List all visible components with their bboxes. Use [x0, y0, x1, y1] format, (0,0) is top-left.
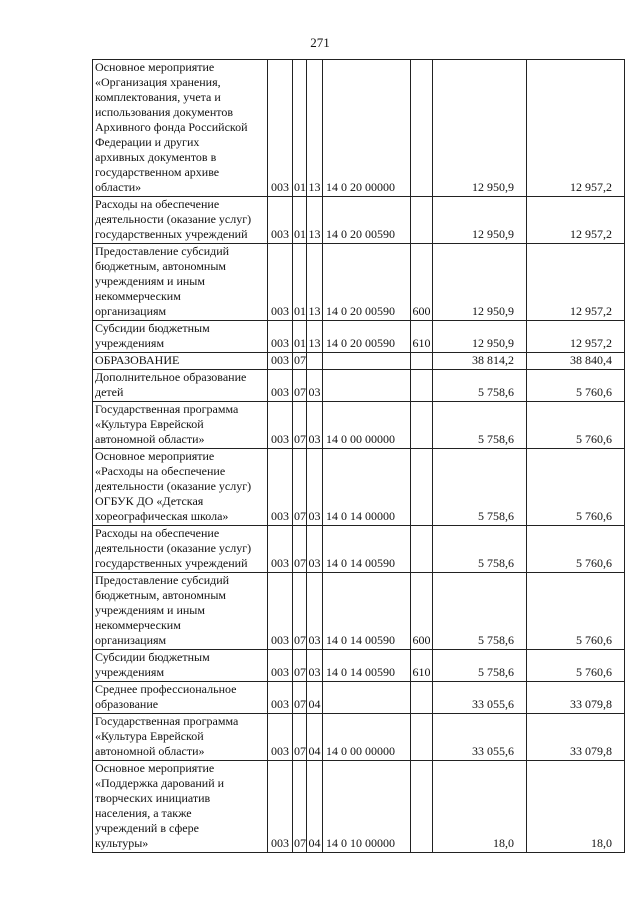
expense-type-cell: [411, 402, 433, 449]
section-code-cell: 07: [293, 526, 307, 573]
subsection-code-cell: 04: [307, 714, 323, 761]
section-code-cell: 01: [293, 244, 307, 321]
section-code-cell: 07: [293, 761, 307, 853]
table-row: [93, 402, 625, 449]
row-name-cell: Основное мероприятие «Поддержка дарований и творческих инициатив населения, а также учреждений в сфере культуры»: [93, 761, 268, 853]
amount-year1-cell: 12 950,9: [433, 321, 527, 353]
ved-code-cell: 003: [268, 526, 293, 573]
section-code-cell: 07: [293, 650, 307, 682]
section-code-cell: 07: [293, 682, 307, 714]
row-name-cell: Дополнительное образование детей: [93, 370, 268, 402]
target-article-cell: 14 0 14 00590: [323, 573, 411, 650]
amount-year2-cell: 33 079,8: [527, 682, 625, 714]
table-row: [93, 573, 625, 650]
expense-type-cell: [411, 682, 433, 714]
amount-year2-cell: 5 760,6: [527, 573, 625, 650]
ved-code-cell: 003: [268, 402, 293, 449]
row-name-cell: Субсидии бюджетным учреждениям: [93, 321, 268, 353]
amount-year1-cell: 33 055,6: [433, 714, 527, 761]
expense-type-cell: 610: [411, 321, 433, 353]
subsection-code-cell: 03: [307, 526, 323, 573]
row-name-cell: Основное мероприятие «Расходы на обеспечение деятельности (оказание услуг) ОГБУК ДО «Детская хореографическая школа»: [93, 449, 268, 526]
row-name-cell: Субсидии бюджетным учреждениям: [93, 650, 268, 682]
amount-year1-cell: 5 758,6: [433, 449, 527, 526]
expense-type-cell: [411, 370, 433, 402]
expense-type-cell: [411, 714, 433, 761]
row-name-cell: Государственная программа «Культура Еврейской автономной области»: [93, 714, 268, 761]
subsection-code-cell: 13: [307, 244, 323, 321]
row-name-cell: Расходы на обеспечение деятельности (оказание услуг) государственных учреждений: [93, 197, 268, 244]
section-code-cell: 07: [293, 573, 307, 650]
amount-year2-cell: 18,0: [527, 761, 625, 853]
amount-year2-cell: 5 760,6: [527, 449, 625, 526]
amount-year1-cell: 5 758,6: [433, 370, 527, 402]
ved-code-cell: 003: [268, 650, 293, 682]
page-number: 271: [310, 35, 330, 50]
amount-year1-cell: 12 950,9: [433, 60, 527, 197]
target-article-cell: 14 0 14 00590: [323, 526, 411, 573]
subsection-code-cell: 03: [307, 402, 323, 449]
ved-code-cell: 003: [268, 197, 293, 244]
ved-code-cell: 003: [268, 353, 293, 370]
ved-code-cell: 003: [268, 449, 293, 526]
amount-year1-cell: 18,0: [433, 761, 527, 853]
subsection-code-cell: 13: [307, 197, 323, 244]
table-row: [93, 197, 625, 244]
amount-year1-cell: 33 055,6: [433, 682, 527, 714]
expense-type-cell: [411, 353, 433, 370]
expense-type-cell: 600: [411, 244, 433, 321]
table-row: [93, 714, 625, 761]
row-name-cell: Среднее профессиональное образование: [93, 682, 268, 714]
section-code-cell: 07: [293, 370, 307, 402]
table-row: [93, 761, 625, 853]
subsection-code-cell: 03: [307, 370, 323, 402]
table-row: [93, 526, 625, 573]
section-code-cell: 01: [293, 197, 307, 244]
row-name-cell: Расходы на обеспечение деятельности (оказание услуг) государственных учреждений: [93, 526, 268, 573]
target-article-cell: 14 0 20 00590: [323, 244, 411, 321]
amount-year2-cell: 33 079,8: [527, 714, 625, 761]
table-row: [93, 449, 625, 526]
amount-year2-cell: 12 957,2: [527, 197, 625, 244]
target-article-cell: [323, 370, 411, 402]
amount-year1-cell: 12 950,9: [433, 244, 527, 321]
expense-type-cell: [411, 526, 433, 573]
table-row: [93, 321, 625, 353]
subsection-code-cell: 03: [307, 449, 323, 526]
table-row: [93, 244, 625, 321]
subsection-code-cell: [307, 353, 323, 370]
expense-type-cell: [411, 449, 433, 526]
amount-year2-cell: 12 957,2: [527, 60, 625, 197]
section-code-cell: 01: [293, 60, 307, 197]
target-article-cell: 14 0 00 00000: [323, 714, 411, 761]
ved-code-cell: 003: [268, 682, 293, 714]
target-article-cell: 14 0 20 00590: [323, 197, 411, 244]
ved-code-cell: 003: [268, 60, 293, 197]
table-body: [93, 60, 625, 853]
amount-year2-cell: 5 760,6: [527, 650, 625, 682]
section-code-cell: 01: [293, 321, 307, 353]
table-row: [93, 353, 625, 370]
target-article-cell: [323, 682, 411, 714]
section-code-cell: 07: [293, 714, 307, 761]
amount-year2-cell: 5 760,6: [527, 402, 625, 449]
expense-type-cell: [411, 60, 433, 197]
amount-year2-cell: 12 957,2: [527, 244, 625, 321]
ved-code-cell: 003: [268, 761, 293, 853]
ved-code-cell: 003: [268, 573, 293, 650]
ved-code-cell: 003: [268, 321, 293, 353]
amount-year1-cell: 38 814,2: [433, 353, 527, 370]
target-article-cell: 14 0 10 00000: [323, 761, 411, 853]
target-article-cell: 14 0 14 00590: [323, 650, 411, 682]
amount-year1-cell: 5 758,6: [433, 526, 527, 573]
subsection-code-cell: 04: [307, 761, 323, 853]
ved-code-cell: 003: [268, 370, 293, 402]
amount-year2-cell: 12 957,2: [527, 321, 625, 353]
amount-year1-cell: 5 758,6: [433, 650, 527, 682]
subsection-code-cell: 13: [307, 321, 323, 353]
row-name-cell: Предоставление субсидий бюджетным, автономным учреждениям и иным некоммерческим организациям: [93, 244, 268, 321]
expense-type-cell: 600: [411, 573, 433, 650]
target-article-cell: 14 0 20 00590: [323, 321, 411, 353]
target-article-cell: 14 0 14 00000: [323, 449, 411, 526]
section-code-cell: 07: [293, 449, 307, 526]
expense-type-cell: 610: [411, 650, 433, 682]
table-row: [93, 682, 625, 714]
subsection-code-cell: 13: [307, 60, 323, 197]
ved-code-cell: 003: [268, 244, 293, 321]
table-row: [93, 650, 625, 682]
row-name-cell: Государственная программа «Культура Еврейской автономной области»: [93, 402, 268, 449]
budget-table: [92, 59, 625, 853]
subsection-code-cell: 03: [307, 650, 323, 682]
subsection-code-cell: 03: [307, 573, 323, 650]
amount-year1-cell: 12 950,9: [433, 197, 527, 244]
section-code-cell: 07: [293, 353, 307, 370]
ved-code-cell: 003: [268, 714, 293, 761]
amount-year2-cell: 38 840,4: [527, 353, 625, 370]
target-article-cell: 14 0 00 00000: [323, 402, 411, 449]
section-code-cell: 07: [293, 402, 307, 449]
subsection-code-cell: 04: [307, 682, 323, 714]
row-name-cell: Основное мероприятие «Организация хранения, комплектования, учета и использования документов Архивного фонда Российской Федерации и других архивных документов в государственном архиве области»: [93, 60, 268, 197]
expense-type-cell: [411, 197, 433, 244]
row-name-cell: ОБРАЗОВАНИЕ: [93, 353, 268, 370]
amount-year1-cell: 5 758,6: [433, 402, 527, 449]
amount-year2-cell: 5 760,6: [527, 370, 625, 402]
target-article-cell: [323, 353, 411, 370]
table-row: [93, 60, 625, 197]
table-row: [93, 370, 625, 402]
target-article-cell: 14 0 20 00000: [323, 60, 411, 197]
row-name-cell: Предоставление субсидий бюджетным, автономным учреждениям и иным некоммерческим организациям: [93, 573, 268, 650]
amount-year1-cell: 5 758,6: [433, 573, 527, 650]
expense-type-cell: [411, 761, 433, 853]
amount-year2-cell: 5 760,6: [527, 526, 625, 573]
